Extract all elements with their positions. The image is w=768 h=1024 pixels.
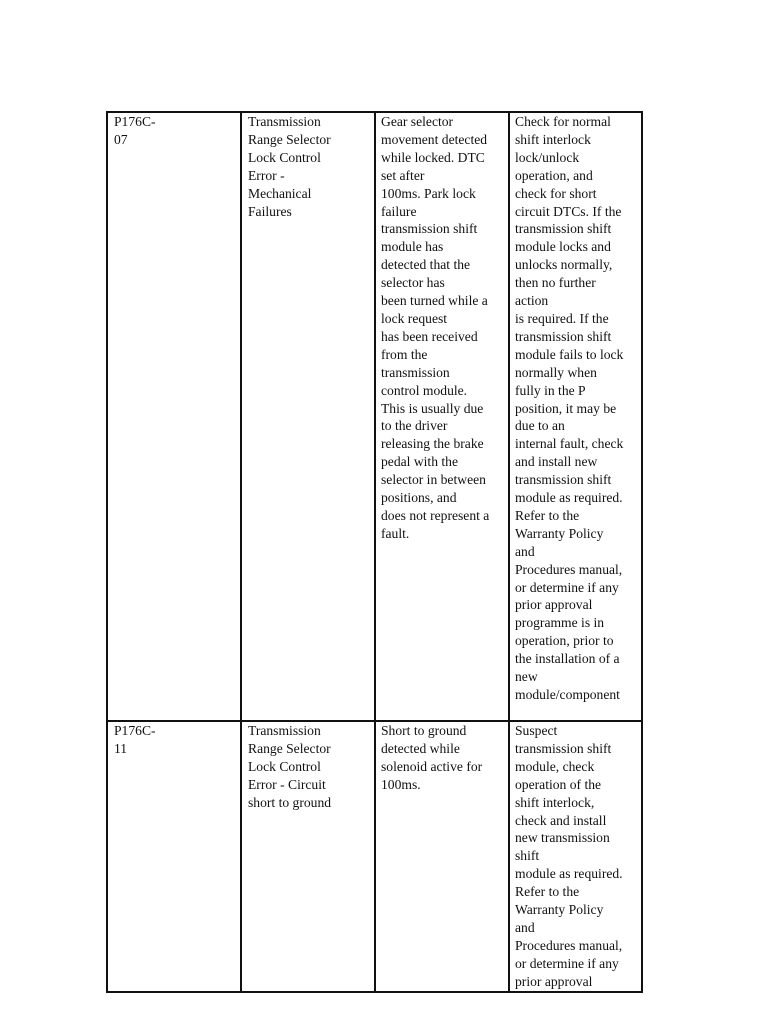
- dtc-conditions-cell: Gear selector movement detected while locked. DTC set after 100ms. Park lock failure transmission shift module has detected that the selector has been turned while a lock request has been received from the transmission control module. This is usually due to the driver releasing the brake pedal with the selector in between positions, and does not represent a fault.: [375, 112, 509, 721]
- table-row: [107, 721, 642, 992]
- table-row: [107, 112, 642, 721]
- dtc-table: [106, 111, 643, 993]
- dtc-conditions-cell: Short to ground detected while solenoid active for 100ms.: [375, 721, 509, 992]
- dtc-description-cell: Transmission Range Selector Lock Control Error - Circuit short to ground: [241, 721, 375, 992]
- dtc-code-cell: P176C- 07: [107, 112, 241, 721]
- dtc-action-cell: Suspect transmission shift module, check operation of the shift interlock, check and install new transmission shift module as required. Refer to the Warranty Policy and Procedures manual, or determine if any prior approval: [509, 721, 642, 992]
- dtc-description-cell: Transmission Range Selector Lock Control Error - Mechanical Failures: [241, 112, 375, 721]
- dtc-code-cell: P176C- 11: [107, 721, 241, 992]
- dtc-action-cell: Check for normal shift interlock lock/unlock operation, and check for short circuit DTCs. If the transmission shift module locks and unlocks normally, then no further action is required. If the transmission shift module fails to lock normally when fully in the P position, it may be due to an internal fault, check and install new transmission shift module as required. Refer to the Warranty Policy and Procedures manual, or determine if any prior approval programme is in operation, prior to the installation of a new module/component: [509, 112, 642, 721]
